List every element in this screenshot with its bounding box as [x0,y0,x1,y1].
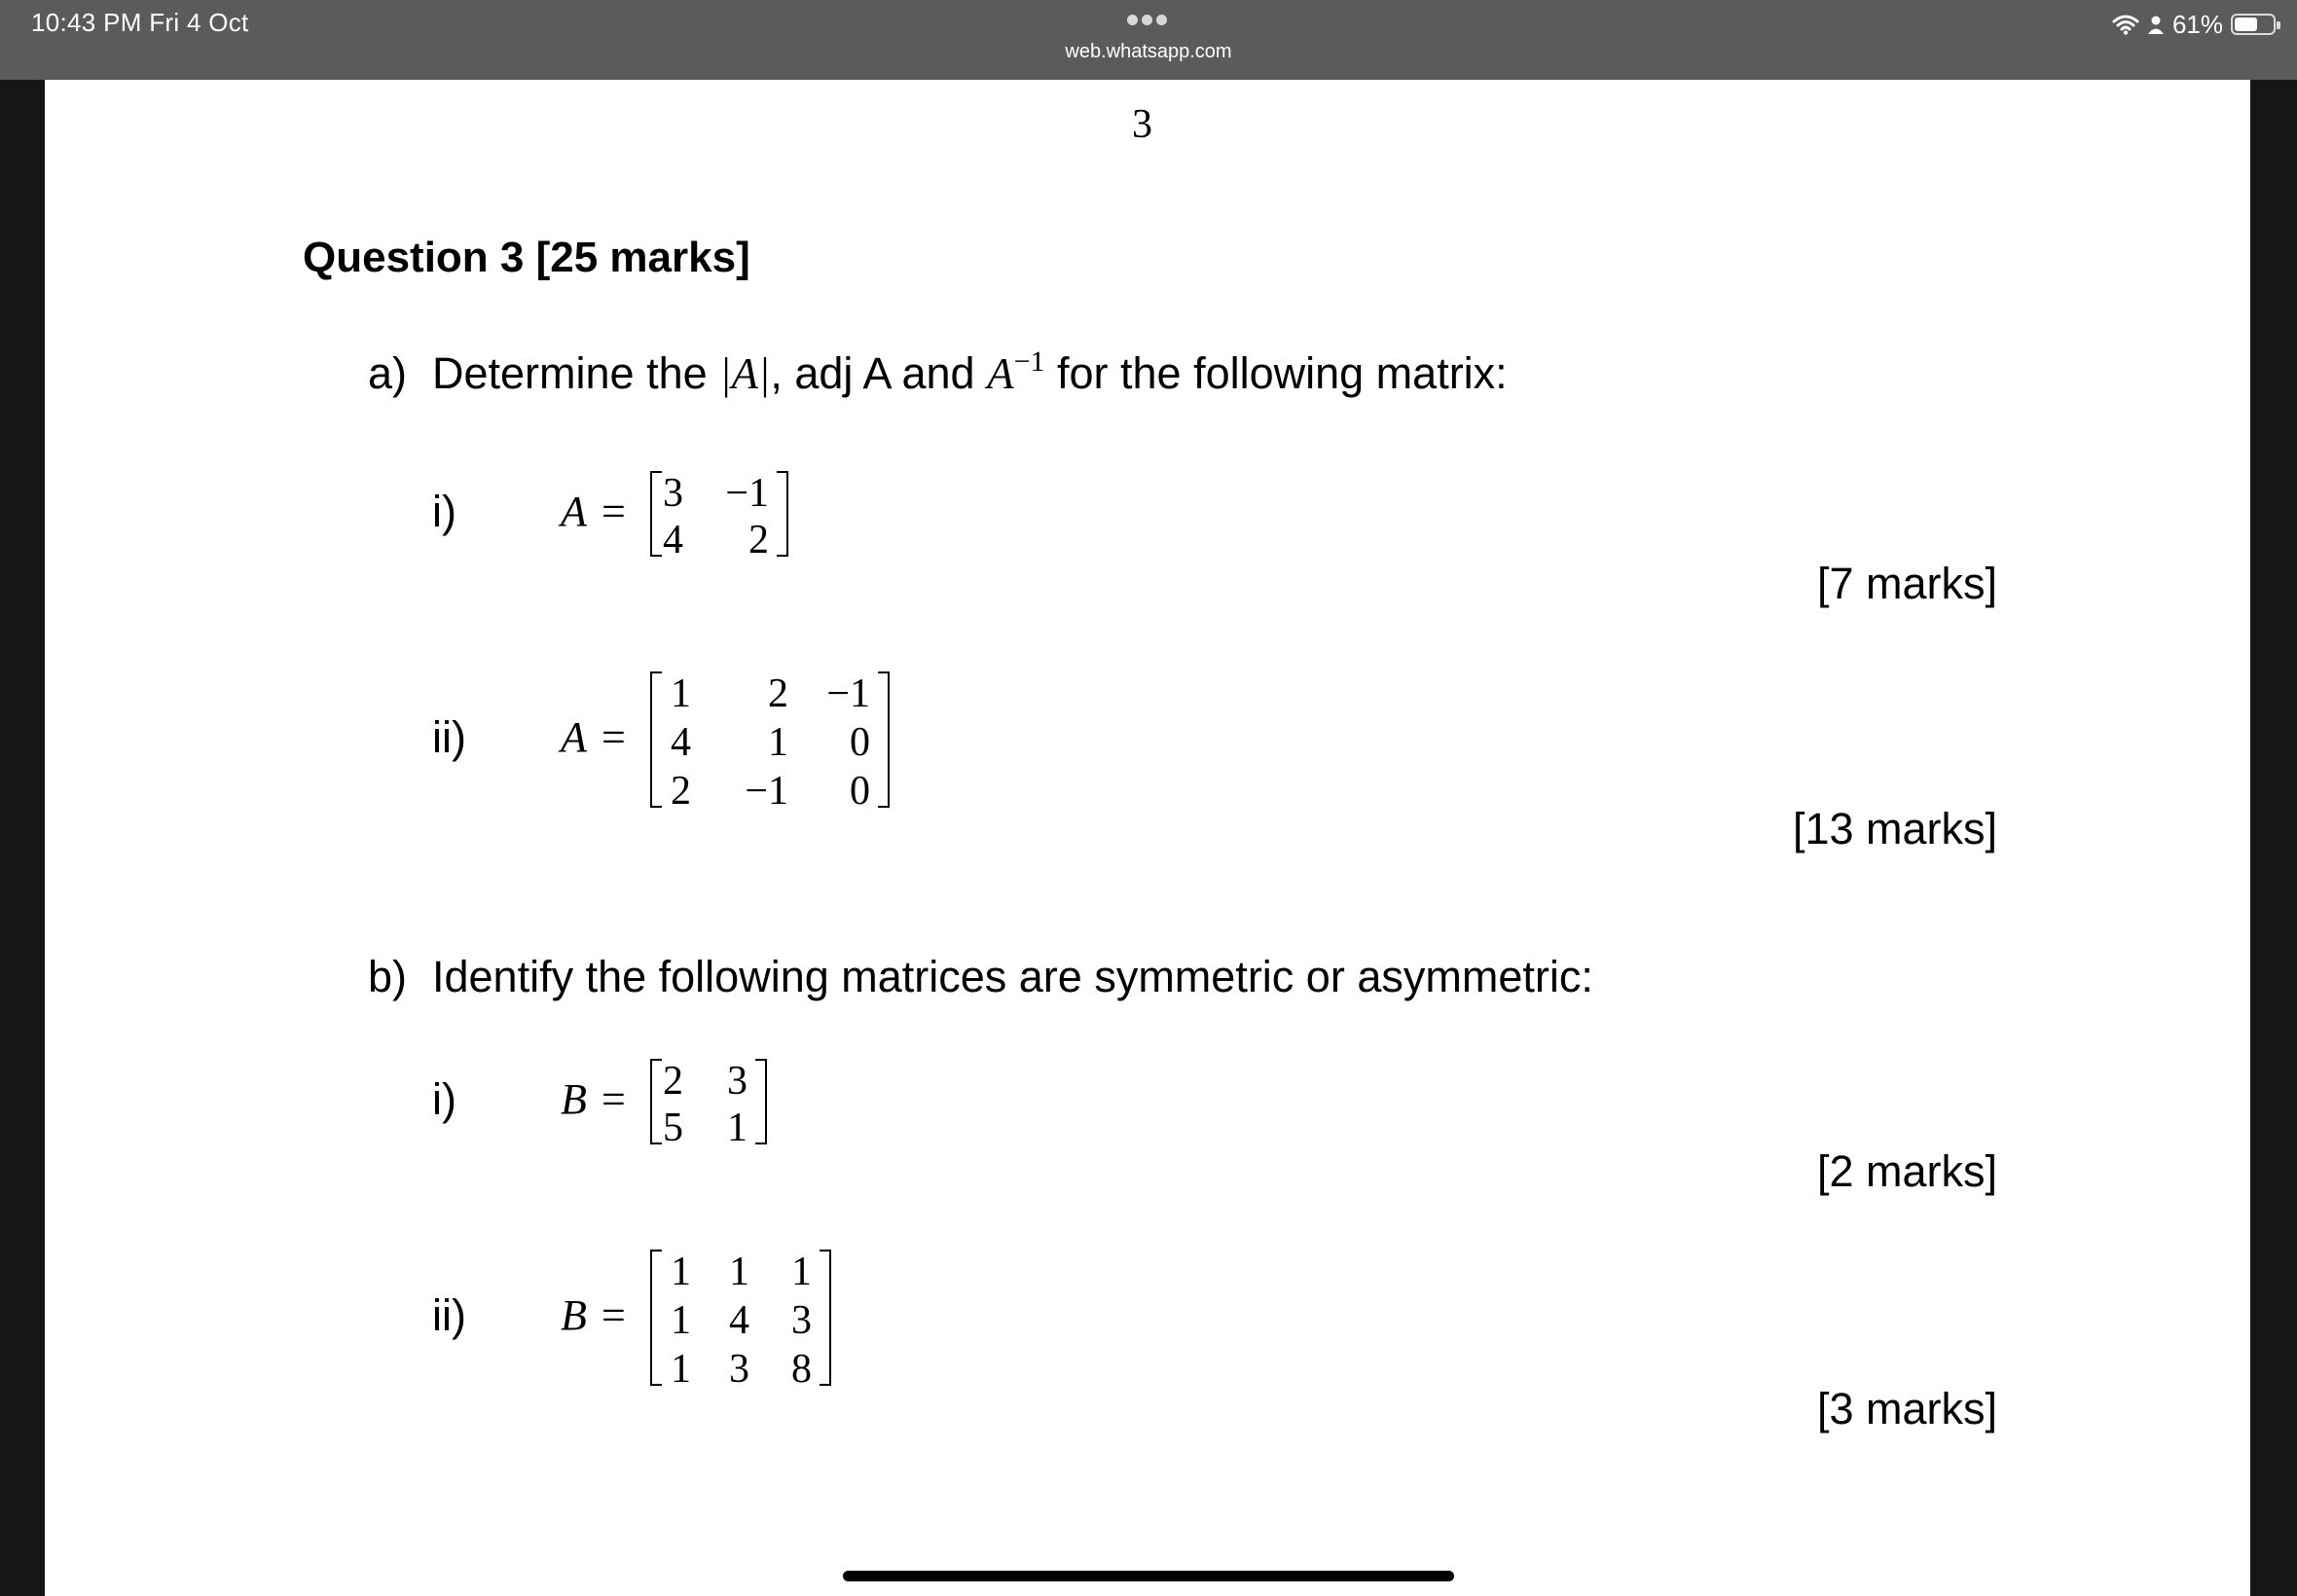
status-time: 10:43 PM Fri 4 Oct [31,8,249,37]
matrix-a-ii [650,671,890,814]
more-dots-icon[interactable] [1127,13,1172,26]
wifi-icon [2112,14,2139,35]
b-i-var: B [561,1075,587,1123]
matrix-cell: −1 [826,671,870,716]
matrix-cell: 4 [663,518,683,562]
battery-fill [2235,18,2257,31]
home-indicator[interactable] [843,1571,1454,1581]
matrix-a-i [650,471,788,562]
a-ii-label: ii) [432,712,466,762]
a-i-marks: [7 marks] [1816,559,1997,608]
inverse-superscript: −1 [1013,345,1045,378]
matrix-cell: −1 [725,471,769,516]
matrix-cell: −1 [745,769,788,814]
matrix-cell: 4 [729,1298,749,1343]
url-label[interactable]: web.whatsapp.com [1065,41,1232,62]
battery-icon [2231,14,2276,35]
matrix-cell: 1 [671,1250,691,1294]
a-ii-var: A [561,713,587,761]
part-a-text-3: for the following matrix: [1044,348,1508,398]
matrix-cell: 3 [727,1059,747,1104]
b-ii-marks: [3 marks] [1816,1384,1997,1433]
b-i-label: i) [432,1074,456,1124]
part-a-question [368,345,1508,399]
b-i-equals: = [602,1075,626,1123]
status-bar [0,0,2297,80]
matrix-cell: 5 [663,1106,683,1150]
matrix-cell: 2 [768,671,788,716]
a-ii-equals: = [602,713,626,761]
matrix-cell: 0 [850,769,870,814]
matrix-cell: 1 [768,720,788,765]
matrix-cell: 4 [671,720,691,765]
person-icon [2147,14,2165,35]
document-page [45,80,2250,1596]
b-ii-equals: = [602,1291,626,1339]
a-ii-marks: [13 marks] [1792,804,1997,853]
matrix-cell: 3 [729,1347,749,1392]
matrix-cell: 1 [729,1250,749,1294]
part-b-text: Identify the following matrices are symmetric or asymmetric: [432,952,1593,1001]
matrix-cell: 1 [671,671,691,716]
matrix-cell: 2 [748,518,769,562]
a-i-equals: = [602,488,626,535]
a-i-label: i) [432,487,456,536]
b-ii-var: B [561,1291,587,1339]
matrix-cell: 3 [663,471,683,516]
page-number: 3 [1132,102,1152,147]
matrix-cell: 1 [727,1106,747,1150]
matrix-b-ii [650,1250,831,1392]
part-a-text-2: , adj A and [770,348,988,398]
abs-a: |A| [719,349,771,398]
matrix-cell: 2 [663,1059,683,1104]
part-b-label: b) [368,952,408,1001]
matrix-cell: 1 [671,1347,691,1392]
a-i-var: A [561,488,587,535]
question-heading: Question 3 [25 marks] [303,234,750,281]
a-inverse: A [987,349,1014,398]
status-right [2112,8,2276,41]
battery-percent: 61% [2171,9,2223,39]
matrix-cell: 8 [791,1347,812,1392]
matrix-cell: 1 [791,1250,812,1294]
b-i-marks: [2 marks] [1816,1146,1997,1196]
matrix-cell: 0 [850,720,870,765]
matrix-cell: 3 [791,1298,812,1343]
b-ii-label: ii) [432,1290,466,1340]
part-a-label: a) [368,348,408,398]
matrix-cell: 2 [671,769,691,814]
matrix-b-i [650,1059,767,1150]
matrix-cell: 1 [671,1298,691,1343]
part-a-text-1: Determine the [432,348,720,398]
part-b-question [368,952,1593,1002]
